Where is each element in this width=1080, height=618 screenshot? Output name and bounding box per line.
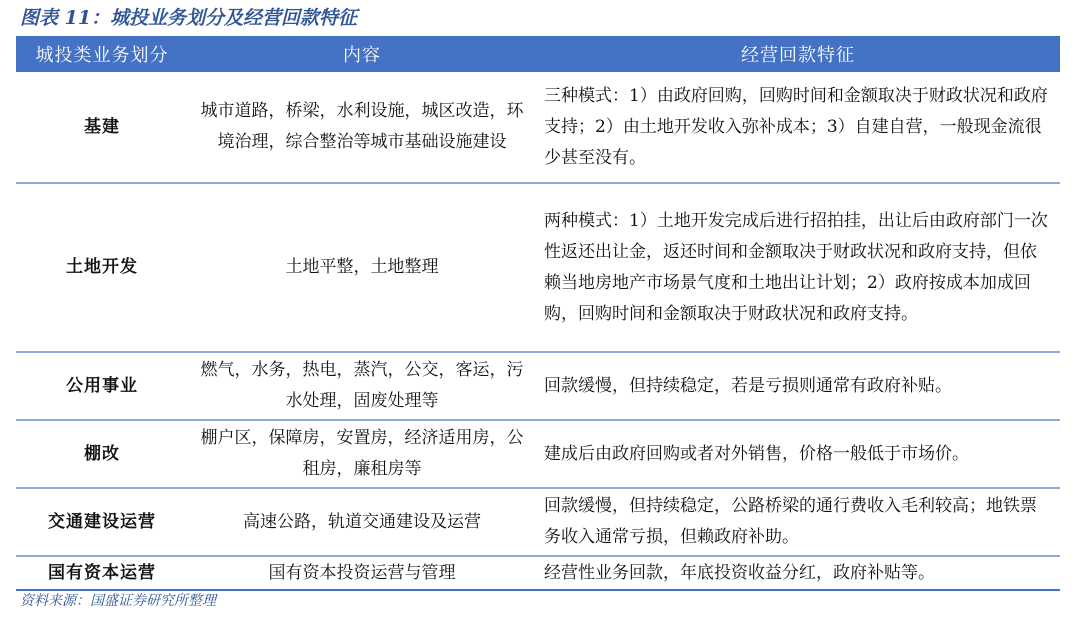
row-feature: 两种模式：1）土地开发完成后进行招拍挂，出让后由政府部门一次性返还出让金，返还时间和金额取决于财政状况和政府支持，但依赖当地房地产市场景气度和土地出让计划；2）政府按成本加成回购，回购时间和金额取决于财政状况和政府支持。 (536, 183, 1060, 352)
table-row (16, 556, 1060, 590)
table-row (16, 352, 1060, 420)
row-content: 棚户区，保障房，安置房，经济适用房，公租房，廉租房等 (188, 420, 536, 488)
table-row (16, 183, 1060, 352)
table-row (16, 420, 1060, 488)
row-content: 燃气，水务，热电，蒸汽，公交，客运，污水处理，固废处理等 (188, 352, 536, 420)
row-category: 棚改 (16, 420, 188, 488)
source-note: 资料来源：国盛证券研究所整理 (20, 593, 216, 609)
header-category: 城投类业务划分 (16, 36, 188, 72)
table-row (16, 72, 1060, 183)
row-feature: 经营性业务回款，年底投资收益分红，政府补贴等。 (536, 556, 1060, 590)
row-content: 土地平整，土地整理 (188, 183, 536, 352)
row-feature: 建成后由政府回购或者对外销售，价格一般低于市场价。 (536, 420, 1060, 488)
row-feature: 三种模式：1）由政府回购，回购时间和金额取决于财政状况和政府支持；2）由土地开发收入弥补成本；3）自建自营，一般现金流很少甚至没有。 (536, 72, 1060, 183)
row-content: 国有资本投资运营与管理 (188, 556, 536, 590)
row-category: 公用事业 (16, 352, 188, 420)
row-category: 土地开发 (16, 183, 188, 352)
table-header-row (16, 36, 1060, 72)
row-category: 国有资本运营 (16, 556, 188, 590)
header-content: 内容 (188, 36, 536, 72)
row-feature: 回款缓慢，但持续稳定，公路桥梁的通行费收入毛利较高；地铁票务收入通常亏损，但赖政府补助。 (536, 488, 1060, 556)
row-feature: 回款缓慢，但持续稳定，若是亏损则通常有政府补贴。 (536, 352, 1060, 420)
row-content: 城市道路，桥梁，水利设施，城区改造，环境治理，综合整治等城市基础设施建设 (188, 72, 536, 183)
row-category: 基建 (16, 72, 188, 183)
table-row (16, 488, 1060, 556)
figure-title: 图表 11：城投业务划分及经营回款特征 (20, 7, 358, 29)
header-feature: 经营回款特征 (536, 36, 1060, 72)
business-table (16, 36, 1060, 591)
row-category: 交通建设运营 (16, 488, 188, 556)
row-content: 高速公路，轨道交通建设及运营 (188, 488, 536, 556)
